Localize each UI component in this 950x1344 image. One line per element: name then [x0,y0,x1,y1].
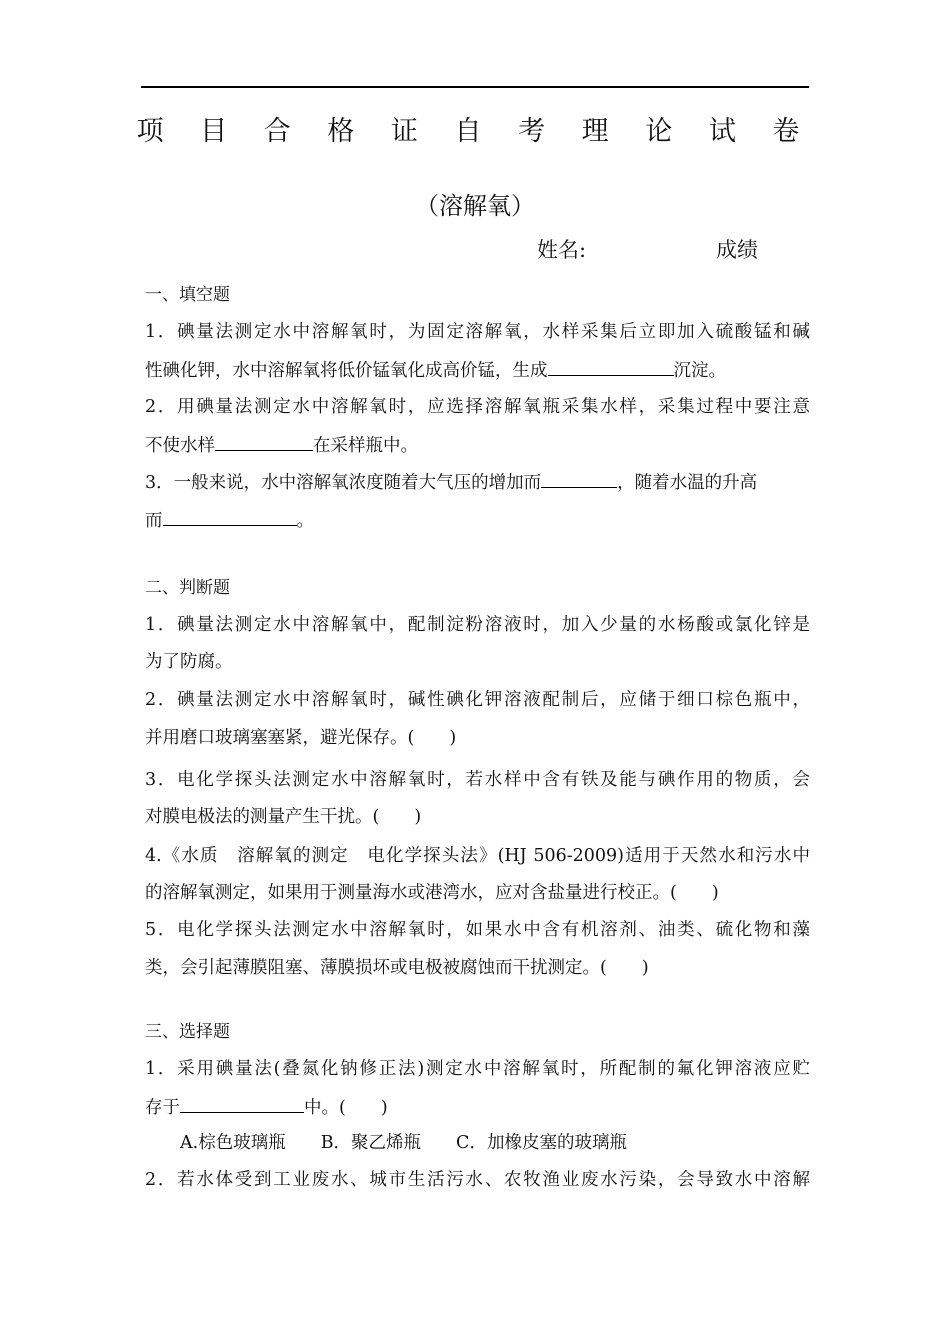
exam-title: 项 目 合 格 证 自 考 理 论 试 卷 [136,116,814,147]
choice-q1-text-a: 存于 [145,1098,180,1118]
choice-q1-text-b: 中。( ) [304,1098,388,1118]
fill-q2-blank[interactable] [215,432,313,451]
name-label: 姓名: [537,238,587,262]
fill-q2-line1: 2．用碘量法测定水中溶解氧时，应选择溶解氧瓶采集水样，采集过程中要注意 [145,397,810,417]
choice-q1-blank[interactable] [180,1094,304,1113]
judge-q5-line2: 类，会引起薄膜阻塞、薄膜损坏或电极被腐蚀而干扰测定。( ) [145,958,649,978]
choice-q1-line1: 1．采用碘量法(叠氮化钠修正法)测定水中溶解氧时，所配制的氟化钾溶液应贮 [145,1059,810,1079]
fill-q2-text-a: 不使水样 [145,436,215,456]
judge-q3-line1: 3．电化学探头法测定水中溶解氧时，若水样中含有铁及能与碘作用的物质，会 [145,770,810,790]
judge-q3-line2: 对膜电极法的测量产生干扰。( ) [145,807,422,827]
judge-q1-line2: 为了防腐。 [145,652,233,672]
section-heading-fill: 一、填空题 [145,285,230,305]
fill-q3-blank-1[interactable] [541,469,617,488]
fill-q2-line2 [145,432,810,458]
fill-q1-line1: 1．碘量法测定水中溶解氧时，为固定溶解氧，水样采集后立即加入硫酸锰和碱 [145,322,810,342]
judge-q4-line2: 的溶解氧测定，如果用于测量海水或港湾水，应对含盐量进行校正。( ) [145,883,719,903]
fill-q1-text-a: 性碘化钾，水中溶解氧将低价锰氧化成高价锰，生成 [145,361,548,381]
choice-q1-line2 [145,1094,810,1120]
fill-q3-text-c: 而 [145,511,163,531]
choice-q2-line1: 2．若水体受到工业废水、城市生活污水、农牧渔业废水污染，会导致水中溶解 [145,1170,810,1190]
score-label: 成绩 [716,238,758,262]
fill-q3-text-d: 。 [296,511,314,531]
fill-q3-line2 [145,507,810,533]
header-rule [141,86,809,88]
fill-q3-blank-2[interactable] [163,507,297,526]
fill-q3-text-a: 3．一般来说，水中溶解氧浓度随着大气压的增加而 [145,473,542,493]
judge-q2-line1: 2．碘量法测定水中溶解氧时，碱性碘化钾溶液配制后，应储于细口棕色瓶中， [145,690,810,710]
fill-q3-text-b: ，随着水温的升高 [617,473,758,493]
judge-q1-line1: 1．碘量法测定水中溶解氧中，配制淀粉溶液时，加入少量的水杨酸或氯化锌是 [145,615,810,635]
judge-q2-line2: 并用磨口玻璃塞塞紧，避光保存。( ) [145,728,457,748]
section-heading-choice: 三、选择题 [145,1022,230,1042]
choice-q1-options: A.棕色玻璃瓶 B．聚乙烯瓶 C．加橡皮塞的玻璃瓶 [180,1133,627,1153]
fill-q3-line1 [145,469,810,495]
fill-q1-blank[interactable] [548,357,674,376]
fill-q1-line2 [145,357,810,383]
fill-q2-text-b: 在采样瓶中。 [313,436,418,456]
section-heading-judge: 二、判断题 [145,578,230,598]
judge-q4-line1: 4.《水质 溶解氧的测定 电化学探头法》(HJ 506-2009)适用于天然水和污水中 [145,846,810,866]
exam-subtitle: （溶解氧） [415,192,535,220]
fill-q1-text-b: 沉淀。 [673,361,726,381]
judge-q5-line1: 5．电化学探头法测定水中溶解氧时，如果水中含有机溶剂、油类、硫化物和藻 [145,920,810,940]
